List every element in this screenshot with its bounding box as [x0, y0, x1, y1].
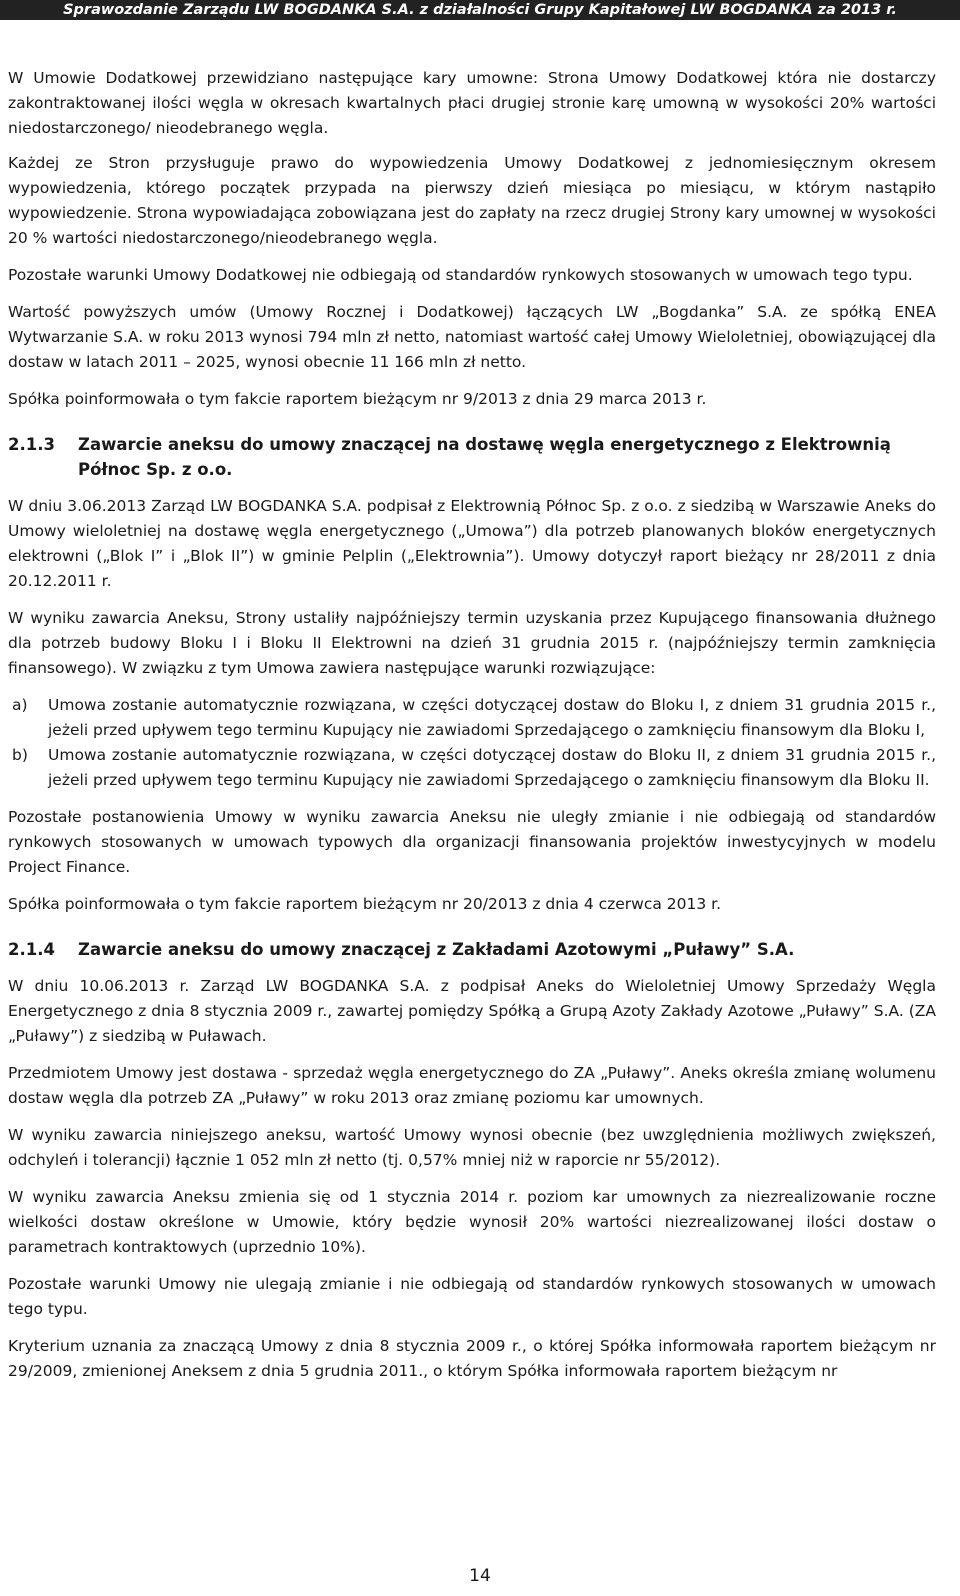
termination-conditions-list	[8, 693, 936, 793]
list-marker: b)	[12, 746, 28, 764]
list-item-text: Umowa zostanie automatycznie rozwiązana, w części dotyczącej dostaw do Bloku II, z dniem 31 grudnia 2015 r., jeżeli przed upływem tego terminu Kupujący nie zawiadomi Sprzedającego o zamknięciu finansowym dla Bloku II.	[48, 746, 936, 789]
paragraph-penalty-change: W wyniku zawarcia Aneksu zmienia się od 1 stycznia 2014 r. poziom kar umownych za niezrealizowanie roczne wielkości dostaw określone w Umowie, który będzie wynosił 20% wartości niezrealizowanej ilości dostaw o parametrach kontraktowych (uprzednio 10%).	[8, 1188, 936, 1256]
section-title: Zawarcie aneksu do umowy znaczącej na dostawę węgla energetycznego z Elektrownią Północ Sp. z o.o.	[78, 435, 891, 479]
paragraph-report-info: Spółka poinformowała o tym fakcie raportem bieżącym nr 20/2013 z dnia 4 czerwca 2013 r.	[8, 895, 722, 913]
paragraph-annex-result: W wyniku zawarcia Aneksu, Strony ustaliły najpóźniejszy termin uzyskania przez Kupującego finansowania dłużnego dla potrzeb budowy Bloku I i Bloku II Elektrowni na dzień 31 grudnia 2015 r. (najpóźniejszy termin zamknięcia finansowego). W związku z tym Umowa zawiera następujące warunki rozwiązujące:	[8, 609, 936, 677]
list-item	[8, 693, 936, 743]
paragraph-contract-value: W wyniku zawarcia niniejszego aneksu, wartość Umowy wynosi obecnie (bez uwzględnienia możliwych zwiększeń, odchyleń i tolerancji) łącznie 1 052 mln zł netto (tj. 0,57% mniej niż w raporcie nr 55/2012).	[8, 1126, 936, 1169]
section-heading-2-1-3	[8, 432, 936, 482]
paragraph-other-provisions: Pozostałe postanowienia Umowy w wyniku zawarcia Aneksu nie uległy zmianie i nie odbiegają od standardów rynkowych stosowanych w umowach typowych dla organizacji finansowania projektów inwestycyjnych w modelu Project Finance.	[8, 808, 936, 876]
paragraph-other-terms: Pozostałe warunki Umowy Dodatkowej nie odbiegają od standardów rynkowych stosowanych w umowach tego typu.	[8, 266, 913, 284]
paragraph-criterion: Kryterium uznania za znaczącą Umowy z dnia 8 stycznia 2009 r., o której Spółka informowała raportem bieżącym nr 29/2009, zmienionej Aneksem z dnia 5 grudnia 2011., o którym Spółka informowała raportem bieżącym nr	[8, 1337, 936, 1380]
document-body	[8, 66, 936, 1396]
paragraph-termination: Każdej ze Stron przysługuje prawo do wypowiedzenia Umowy Dodatkowej z jednomiesięcznym okresem wypowiedzenia, którego początek przypada na pierwszy dzień miesiąca po miesiącu, w którym nastąpiło wypowiedzenie. Strona wypowiadająca zobowiązana jest do zapłaty na rzecz drugiej Strony kary umownej w wysokości 20 % wartości niedostarczonego/nieodebranego węgla.	[8, 154, 936, 247]
section-heading-2-1-4	[8, 937, 936, 962]
list-marker: a)	[12, 696, 28, 714]
list-item	[8, 743, 936, 793]
paragraph-annex-signing: W dniu 3.06.2013 Zarząd LW BOGDANKA S.A. podpisał z Elektrownią Północ Sp. z o.o. z siedzibą w Warszawie Aneks do Umowy wieloletniej na dostawę węgla energetycznego („Umowa”) dla potrzeb planowanych bloków energetycznych elektrowni („Blok I” i „Blok II”) w gminie Pelplin („Elektrownia”). Umowy dotyczył raport bieżący nr 28/2011 z dnia 20.12.2011 r.	[8, 497, 936, 590]
section-number: 2.1.3	[8, 435, 55, 454]
paragraph-annex-signing: W dniu 10.06.2013 r. Zarząd LW BOGDANKA S.A. z podpisał Aneks do Wieloletniej Umowy Sprzedaży Węgla Energetycznego z dnia 8 stycznia 2009 r., zawartej pomiędzy Spółką a Grupą Azoty Zakłady Azotowe „Puławy” S.A. (ZA „Puławy”) z siedzibą w Puławach.	[8, 977, 936, 1045]
paragraph-penalties: W Umowie Dodatkowej przewidziano następujące kary umowne: Strona Umowy Dodatkowej która nie dostarczy zakontraktowanej ilości węgla w okresach kwartalnych płaci drugiej stronie karę umowną w wysokości 20% wartości niedostarczonego/ nieodebranego węgla.	[8, 69, 936, 137]
paragraph-other-terms: Pozostałe warunki Umowy nie ulegają zmianie i nie odbiegają od standardów rynkowych stosowanych w umowach tego typu.	[8, 1275, 936, 1318]
page-number: 14	[469, 1566, 491, 1586]
section-number: 2.1.4	[8, 940, 55, 959]
paragraph-subject: Przedmiotem Umowy jest dostawa - sprzedaż węgla energetycznego do ZA „Puławy”. Aneks określa zmianę wolumenu dostaw węgla dla potrzeb ZA „Puławy” w roku 2013 oraz zmianę poziomu kar umownych.	[8, 1064, 936, 1107]
paragraph-contract-value: Wartość powyższych umów (Umowy Rocznej i Dodatkowej) łączących LW „Bogdanka” S.A. ze spółką ENEA Wytwarzanie S.A. w roku 2013 wynosi 794 mln zł netto, natomiast wartość całej Umowy Wieloletniej, obowiązującej dla dostaw w latach 2011 – 2025, wynosi obecnie 11 166 mln zł netto.	[8, 303, 936, 371]
running-header: Sprawozdanie Zarządu LW BOGDANKA S.A. z działalności Grupy Kapitałowej LW BOGDANKA za 2013 r.	[0, 0, 960, 20]
list-item-text: Umowa zostanie automatycznie rozwiązana, w części dotyczącej dostaw do Bloku I, z dniem 31 grudnia 2015 r., jeżeli przed upływem tego terminu Kupujący nie zawiadomi Sprzedającego o zamknięciu finansowym dla Bloku I,	[48, 696, 936, 739]
section-title: Zawarcie aneksu do umowy znaczącej z Zakładami Azotowymi „Puławy” S.A.	[78, 940, 795, 959]
paragraph-report-info: Spółka poinformowała o tym fakcie raportem bieżącym nr 9/2013 z dnia 29 marca 2013 r.	[8, 390, 707, 408]
